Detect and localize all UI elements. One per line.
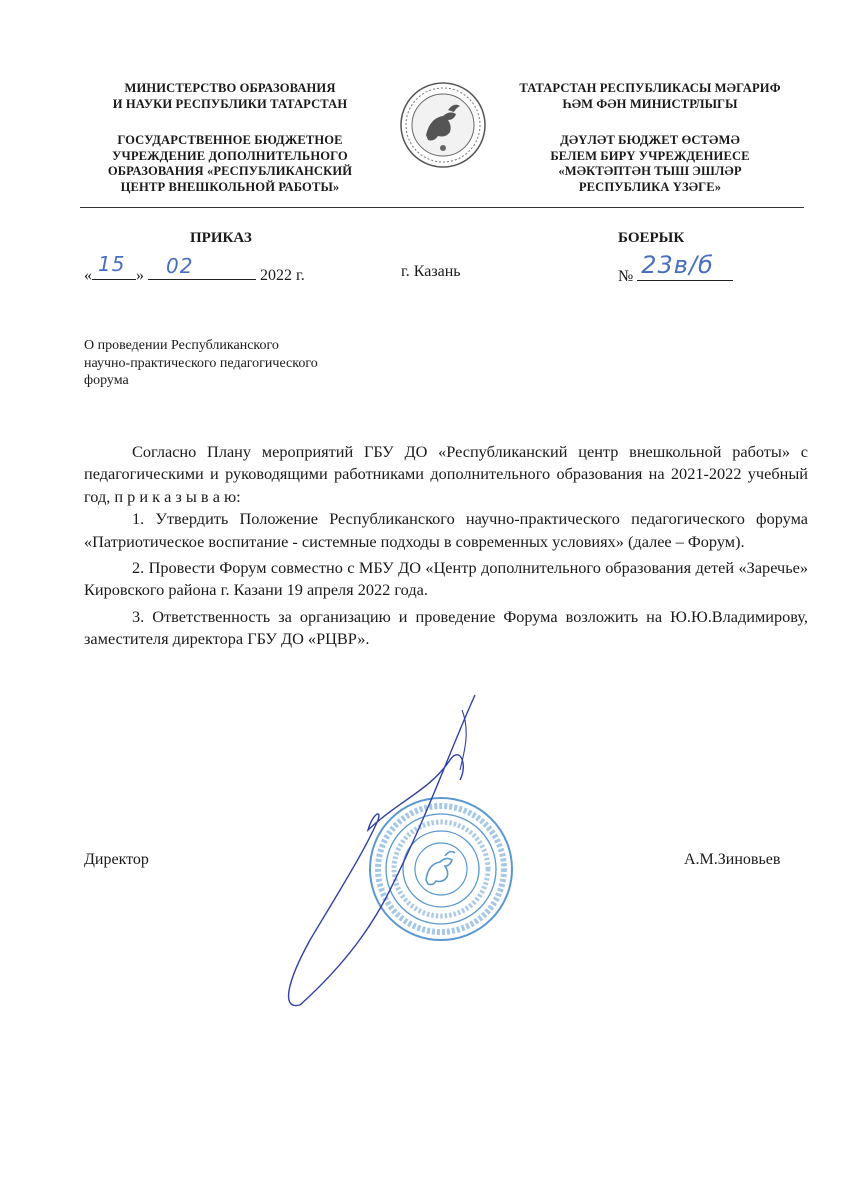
order-subject: О проведении Республиканского научно-практического педагогического форума [84, 338, 318, 388]
order-number: № 23в/б [618, 263, 733, 286]
body-item-2: 2. Провести Форум совместно с МБУ ДО «Центр дополнительного образования детей «Заречье» Кировского района г. Казани 19 апреля 2022 года. [84, 558, 808, 600]
order-number-handwritten: 23в/б [641, 251, 714, 279]
header-divider [80, 207, 804, 208]
order-city: г. Казань [401, 263, 461, 280]
right-ministry: ТАТАРСТАН РЕСПУБЛИКАСЫ МӘГАРИФ ҺӘМ ФӘН МИНИСТРЛЫГЫ [519, 81, 781, 111]
body-intro: Согласно Плану мероприятий ГБУ ДО «Республиканский центр внешкольной работы» с педагогическими и руководящими работниками дополнительного образования на 2021-2022 учебный год, п р и к а з ы в а ю: [84, 442, 808, 506]
coat-of-arms-emblem [398, 80, 488, 170]
order-body [84, 441, 808, 651]
signature-name: А.М.Зиновьев [684, 851, 781, 868]
order-date: « 15 » 02 2022 г. [84, 252, 305, 284]
body-item-1: 1. Утвердить Положение Республиканского научно-практического педагогического форума «Патриотическое воспитание - системные подходы в современных условиях» (далее – Форум). [84, 509, 808, 551]
body-item-3: 3. Ответственность за организацию и проведение Форума возложить на Ю.Ю.Владимирову, заместителя директора ГБУ ДО «РЦВР». [84, 606, 808, 649]
date-day-handwritten: 15 [98, 252, 126, 276]
right-organization: ДӘҮЛӘТ БЮДЖЕТ ӨСТӘМӘ БЕЛЕМ БИРҮ УЧРЕЖДЕНИЕСЕ «МӘКТӘПТӘН ТЫШ ЭШЛӘР РЕСПУБЛИКА ҮЗӘГЕ» [550, 133, 750, 194]
signature-position: Директор [84, 851, 149, 868]
left-ministry: МИНИСТЕРСТВО ОБРАЗОВАНИЯ И НАУКИ РЕСПУБЛИКИ ТАТАРСТАН [112, 81, 348, 111]
handwritten-signature [280, 690, 520, 1010]
date-month-handwritten: 02 [166, 254, 194, 278]
left-organization: ГОСУДАРСТВЕННОЕ БЮДЖЕТНОЕ УЧРЕЖДЕНИЕ ДОПОЛНИТЕЛЬНОГО ОБРАЗОВАНИЯ «РЕСПУБЛИКАНСКИЙ ЦЕНТР ВНЕШКОЛЬНОЙ РАБОТЫ» [107, 133, 353, 194]
order-title-tt: БОЕРЫК [618, 230, 685, 246]
order-title-ru: ПРИКАЗ [190, 230, 252, 246]
